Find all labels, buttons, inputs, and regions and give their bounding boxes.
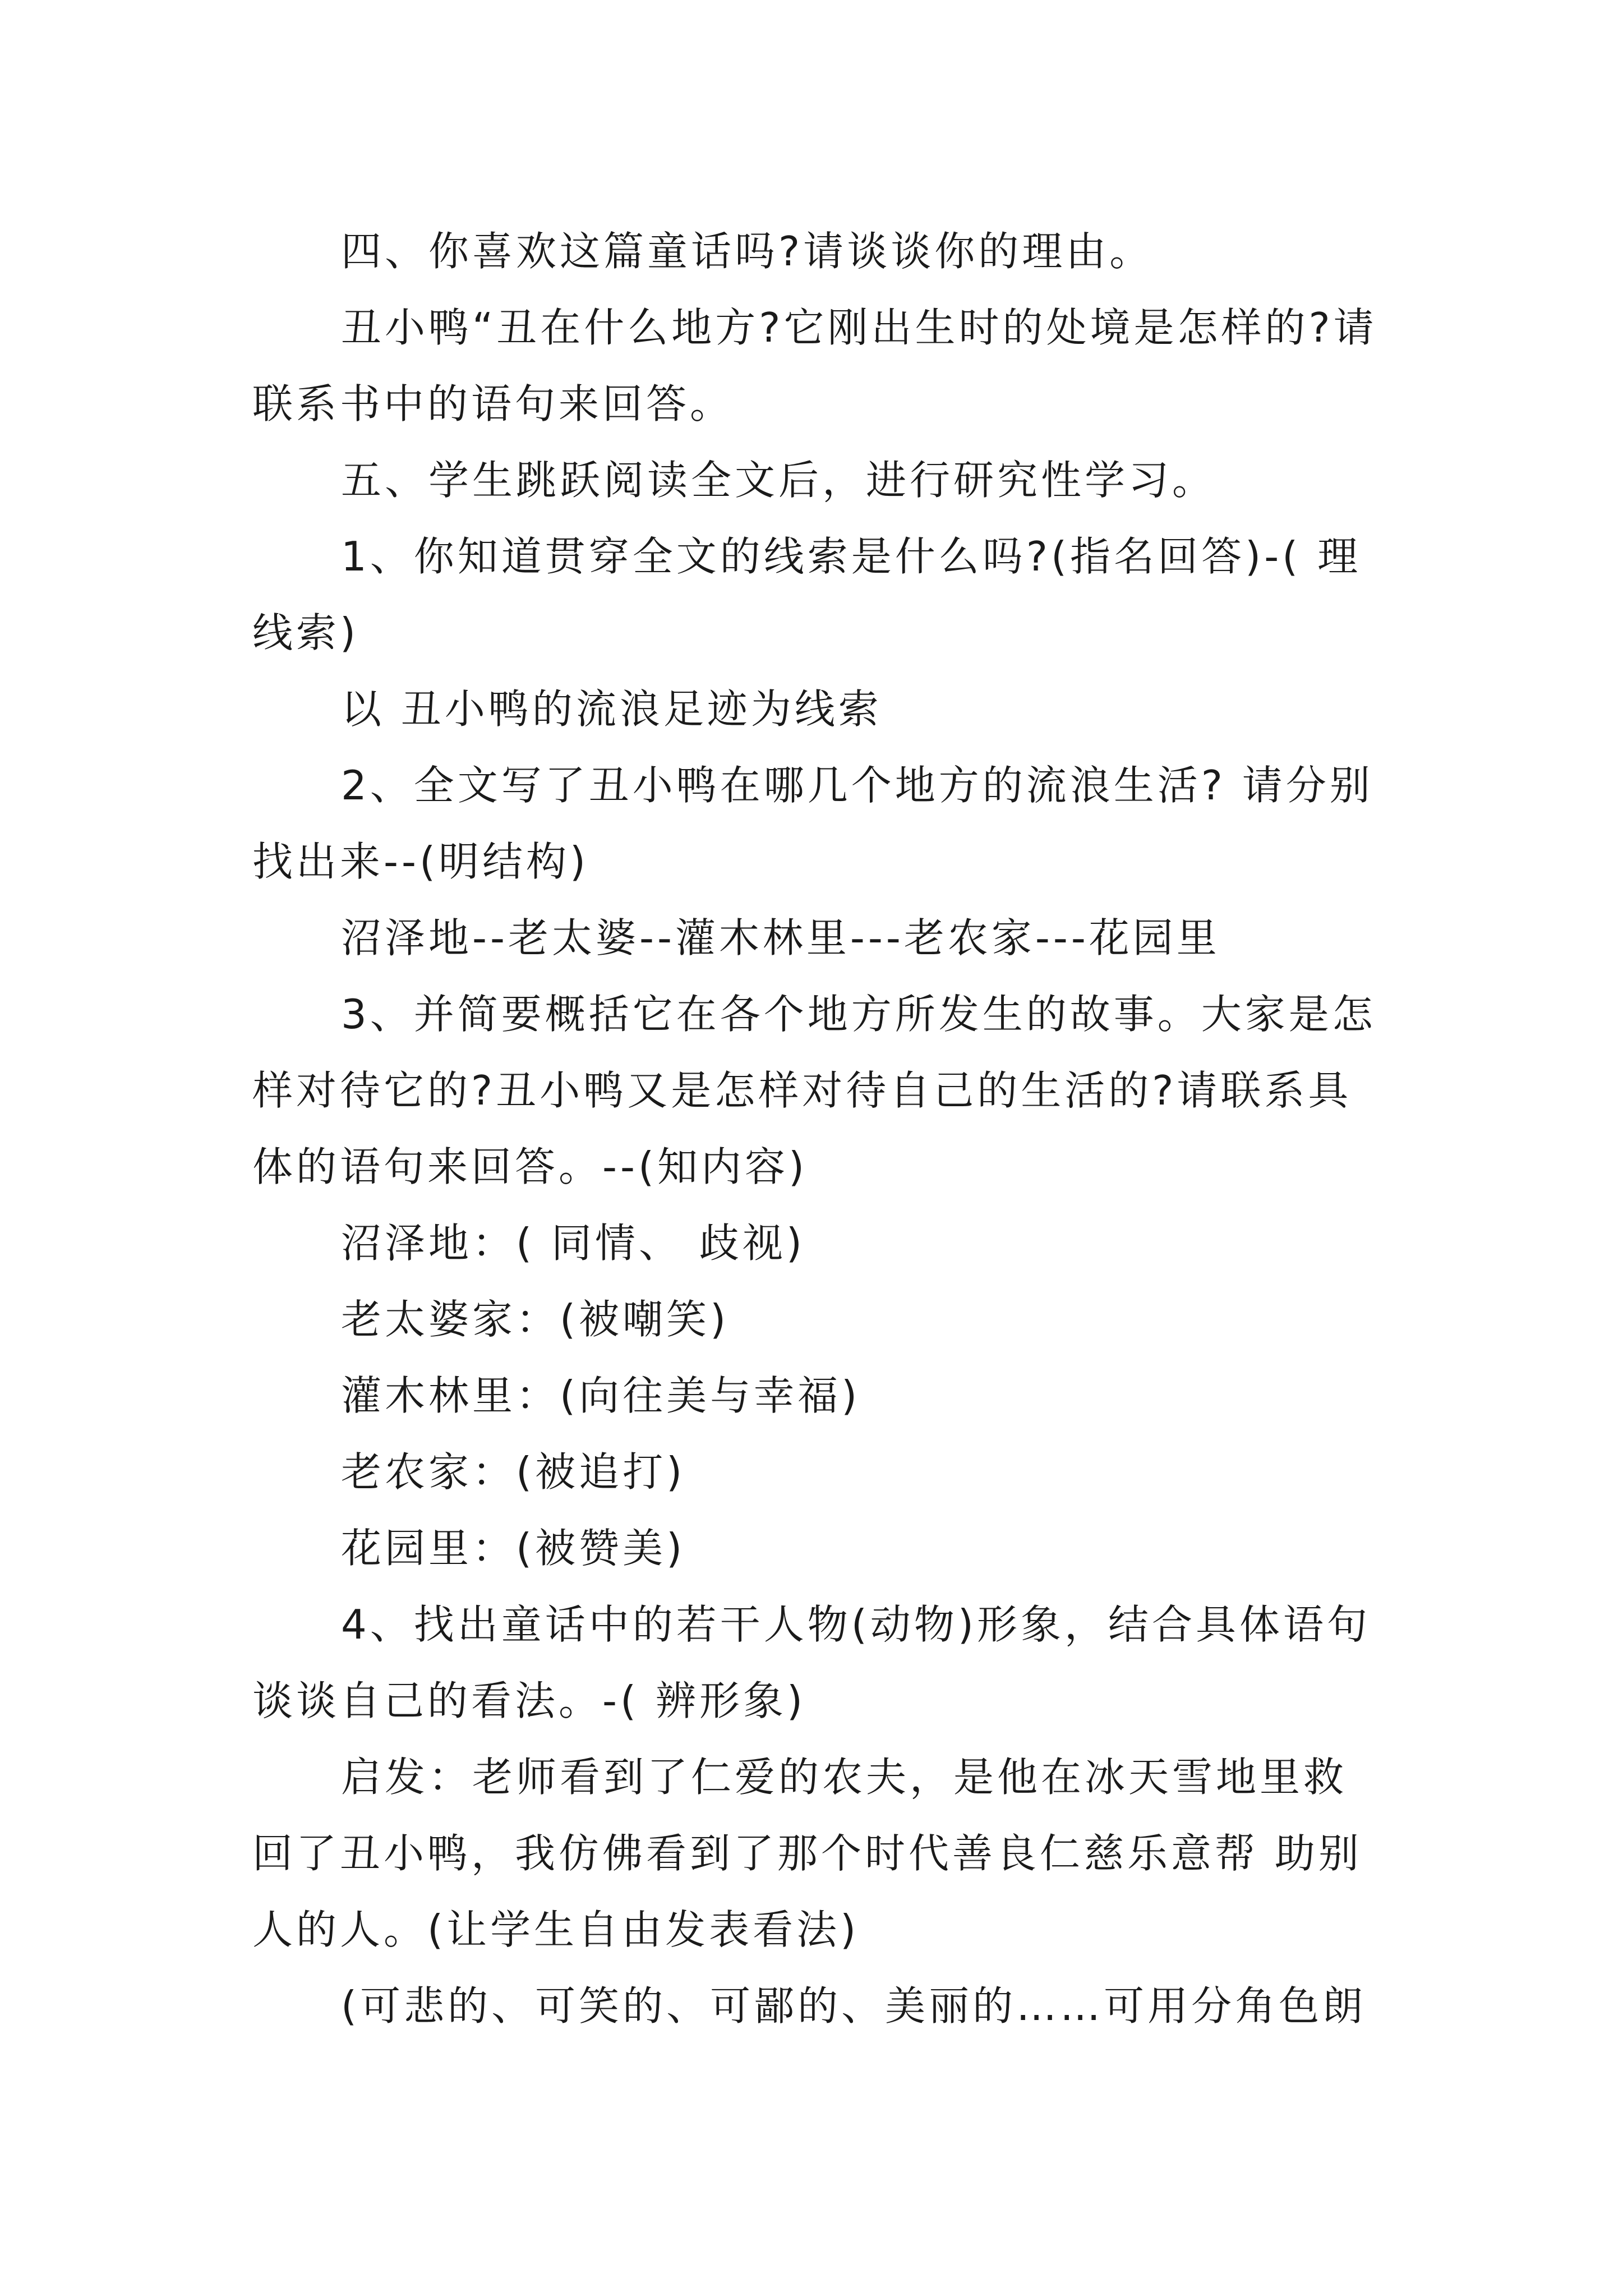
paragraph: 灌木林里：(向往美与幸福): [341, 1372, 861, 1419]
paragraph: 3、并简要概括它在各个地方所发生的故事。大家是怎样对待它的?丑小鸭又是怎样对待自己的生活的?请联系具体的语句来回答。--(知内容): [252, 991, 1376, 1190]
paragraph: 沼泽地：( 同情、 歧视): [341, 1220, 805, 1267]
paragraph: 1、你知道贯穿全文的线索是什么吗?(指名回答)-( 理线索): [252, 533, 1362, 656]
paragraph: 花园里：(被赞美): [341, 1525, 686, 1572]
paragraph: 老农家：(被追打): [341, 1448, 686, 1496]
paragraph: 沼泽地--老太婆--灌木林里---老农家---花园里: [341, 914, 1220, 961]
paragraph: 4、找出童话中的若干人物(动物)形象，结合具体语句谈谈自己的看法。-( 辨形象): [252, 1601, 1371, 1724]
paragraph: 五、学生跳跃阅读全文后，进行研究性学习。: [341, 457, 1216, 504]
document-body: [252, 213, 1380, 2044]
paragraph: 启发：老师看到了仁爱的农夫，是他在冰天雪地里救回了丑小鸭，我仿佛看到了那个时代善良仁慈乐意帮 助别人的人。(让学生自由发表看法): [252, 1754, 1362, 1953]
paragraph: 以 丑小鸭的流浪足迹为线索: [341, 685, 882, 733]
paragraph: 2、全文写了丑小鸭在哪几个地方的流浪生活? 请分别找出来--(明结构): [252, 762, 1373, 885]
paragraph: 老太婆家：(被嘲笑): [341, 1296, 730, 1343]
paragraph: 四、你喜欢这篇童话吗?请谈谈你的理由。: [341, 228, 1154, 275]
paragraph: 丑小鸭“丑在什么地方?它刚出生时的处境是怎样的?请联系书中的语句来回答。: [252, 304, 1377, 427]
paragraph: (可悲的、可笑的、可鄙的、美丽的……可用分角色朗: [341, 1982, 1367, 2030]
